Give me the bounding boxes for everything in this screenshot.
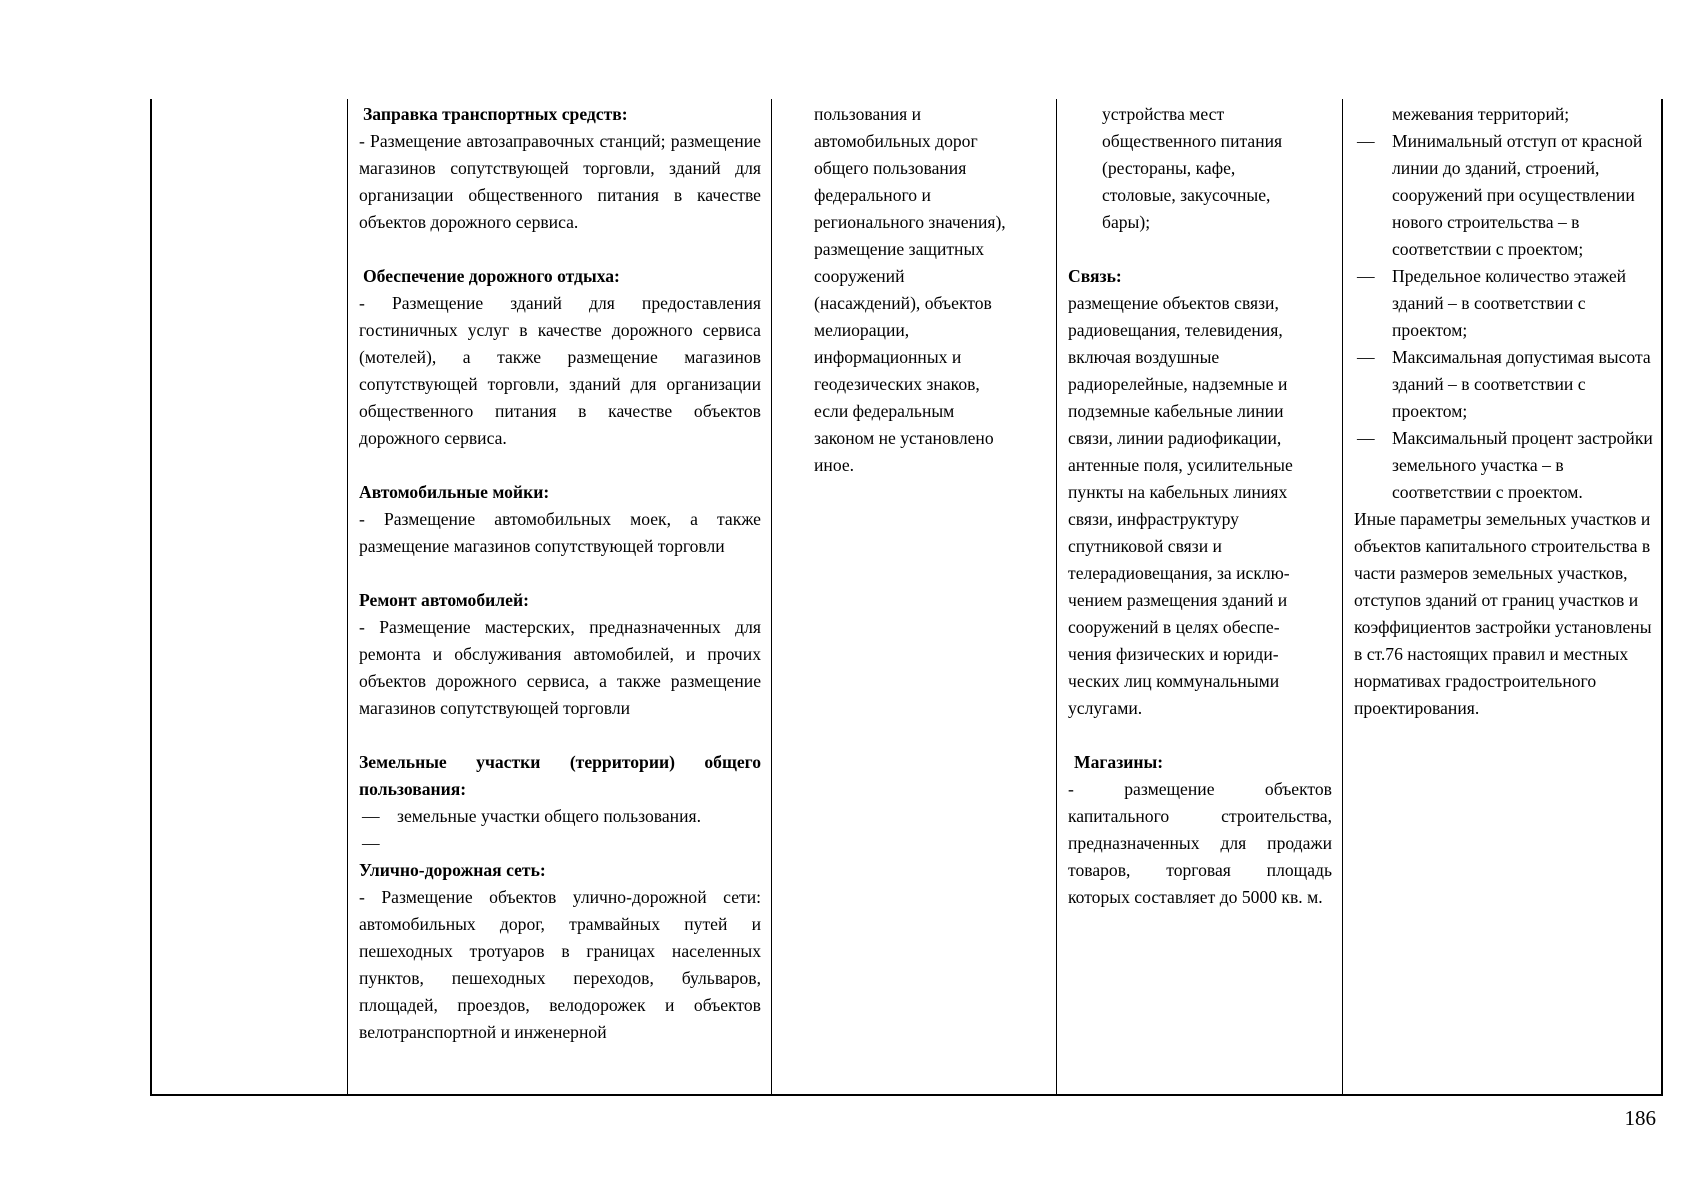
list-item-text: Предельное количество этажей зданий – в соответствии с проектом;: [1392, 266, 1627, 340]
section-heading: Обеспечение дорожного отдыха:: [363, 266, 620, 286]
text-line: размещение объектов связи,: [1068, 293, 1279, 313]
table-column-conditional-uses: [772, 99, 1057, 1094]
list-item: [1354, 263, 1653, 344]
table-column-empty: [152, 99, 348, 1094]
page-number: 186: [1624, 1106, 1656, 1130]
text-line: сооружений в целях обеспе-: [1068, 617, 1280, 637]
dash-bullet: —: [1357, 266, 1375, 286]
text-line: пункты на кабельных линиях: [1068, 482, 1288, 502]
text-line: бары);: [1102, 212, 1151, 232]
text-line: антенные поля, усилительные: [1068, 455, 1293, 475]
table-column-permitted-uses: [348, 99, 772, 1094]
table-column-parameters: [1343, 99, 1663, 1094]
list-item: [1354, 344, 1653, 425]
text-line: подземные кабельные линии: [1068, 401, 1284, 421]
dash-bullet: —: [1357, 131, 1375, 151]
text-line: автомобильных дорог: [814, 131, 978, 151]
text-line: связи, инфраструктуру: [1068, 509, 1239, 529]
section-heading: Улично-дорожная сеть:: [359, 860, 546, 880]
text-line: общественного питания: [1102, 131, 1283, 151]
text-line: чения физических и юриди-: [1068, 644, 1279, 664]
text-line: сооружений: [814, 266, 905, 286]
section-text: - Размещение объектов улично-дорожной сети: автомобильных дорог, трамвайных путей и пешеходных тротуаров в границах населенных пунктов, пешеходных переходов, бульваров, площадей, проездов, велодорожек и объектов велотранспортной и инженерной: [359, 887, 761, 1042]
table-column-auxiliary-uses: [1057, 99, 1343, 1094]
text-line: ческих лиц коммунальными: [1068, 671, 1280, 691]
section-text: - размещение объектов капитального строительства, предназначенных для продажи товаров, торговая площадь которых составляет до 5000 кв. м.: [1068, 779, 1332, 907]
text-line: (насаждений), объектов: [814, 293, 992, 313]
text-line: (рестораны, кафе,: [1102, 158, 1236, 178]
section-heading: Связь:: [1068, 266, 1122, 286]
section-text: - Размещение мастерских, предназначенных для ремонта и обслуживания автомобилей, и прочих объектов дорожного сервиса, а также размещение магазинов сопутствующей торговли: [359, 617, 761, 718]
section-text: - Размещение зданий для предоставления гостиничных услуг в качестве дорожного сервиса (мотелей), а также размещение магазинов сопутствующей торговли, зданий для организации общественного питания в качестве объектов дорожного сервиса.: [359, 293, 761, 448]
text-line: телерадиовещания, за исклю-: [1068, 563, 1290, 583]
text-line: общего пользования: [814, 158, 967, 178]
text-line: радиовещания, телевидения,: [1068, 320, 1283, 340]
dash-bullet: —: [362, 806, 380, 826]
dash-bullet: —: [1357, 428, 1375, 448]
text-line: геодезических знаков,: [814, 374, 980, 394]
section-heading: Заправка транспортных средств:: [363, 104, 628, 124]
regulations-table: [150, 99, 1663, 1096]
list-item: [359, 803, 761, 830]
section-text: Иные параметры земельных участков и объектов капитального строительства в части размеров земельных участков, отступов зданий от границ участков и коэффициентов застройки установлены в ст.76 настоящих правил и местных нормативах градостроительного проектирования.: [1354, 509, 1652, 718]
text-line: информационных и: [814, 347, 962, 367]
list-item-text: Максимальная допустимая высота зданий – в соответствии с проектом;: [1392, 347, 1651, 421]
text-line: если федеральным: [814, 401, 955, 421]
section-text: - Размещение автомобильных моек, а также размещение магазинов сопутствующей торговли: [359, 509, 761, 556]
text-line: размещение защитных: [814, 239, 985, 259]
list-item: [1354, 128, 1653, 263]
text-line: мелиорации,: [814, 320, 910, 340]
dash-bullet: —: [1357, 347, 1375, 367]
section-heading: Автомобильные мойки:: [359, 482, 550, 502]
dash-bullet: —: [362, 833, 380, 853]
list-item: [1354, 425, 1653, 506]
list-item-text: земельные участки общего пользования.: [397, 806, 701, 826]
section-heading: Земельные участки (территории) общего пользования:: [359, 752, 761, 799]
text-line: законом не установлено: [814, 428, 994, 448]
text-line: услугами.: [1068, 698, 1143, 718]
text-line: устройства мест: [1102, 104, 1225, 124]
text-line: чением размещения зданий и: [1068, 590, 1288, 610]
text-line: включая воздушные: [1068, 347, 1220, 367]
text-line: связи, линии радиофикации,: [1068, 428, 1282, 448]
text-line: федерального и: [814, 185, 931, 205]
text-line: межевания территорий;: [1392, 104, 1570, 124]
section-text: - Размещение автозаправочных станций; размещение магазинов сопутствующей торговли, зданий для организации общественного питания в качестве объектов дорожного сервиса.: [359, 131, 761, 232]
text-line: иное.: [814, 455, 855, 475]
text-line: пользования и: [814, 104, 922, 124]
section-heading: Ремонт автомобилей:: [359, 590, 529, 610]
text-line: столовые, закусочные,: [1102, 185, 1271, 205]
list-item-text: Максимальный процент застройки земельного участка – в соответствии с проектом.: [1392, 428, 1653, 502]
section-heading: Магазины:: [1074, 752, 1164, 772]
text-line: спутниковой связи и: [1068, 536, 1222, 556]
list-item-text: Минимальный отступ от красной линии до зданий, строений, сооружений при осуществлении нового строительства – в соответствии с проектом;: [1392, 131, 1643, 259]
text-line: радиорелейные, надземные и: [1068, 374, 1288, 394]
text-line: регионального значения),: [814, 212, 1006, 232]
empty-list-item: [359, 830, 761, 857]
